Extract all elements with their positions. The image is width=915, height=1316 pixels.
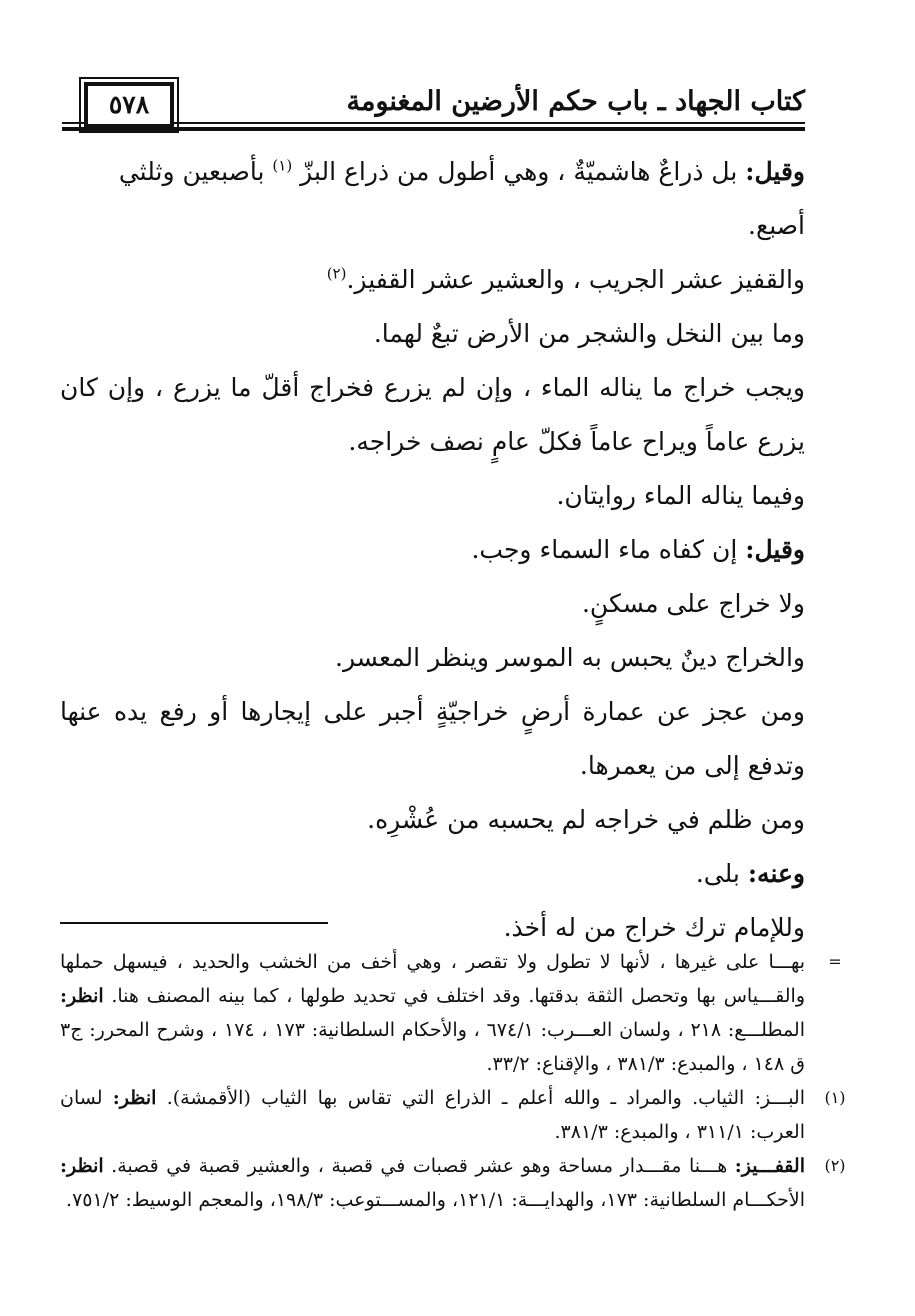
footnote-text (60, 1081, 805, 1149)
footnote-ref: الأحكـــام السلطانية: ١٧٣، والهدايـــة: ١٢١/١، والمســـتوعب: ١٩٨/٣، والمعجم الوسيط: ٧٥١/٢. (66, 1189, 805, 1211)
footnote-body: الثياب. والمراد ـ والله أعلم ـ الذراع التي تقاس بها الثياب (الأقمشة). (156, 1087, 755, 1109)
paragraph-text: بل ذراعٌ هاشميّةٌ ، وهي أطول من ذراع البزّ (300, 157, 746, 186)
paragraph-lead: وقيل: (745, 535, 805, 564)
main-text (60, 145, 805, 955)
footnote-lead: القفـــيز: (734, 1155, 805, 1177)
paragraph-text: ولا خراج على مسكنٍ. (581, 589, 805, 618)
paragraph (60, 577, 805, 631)
footnote-ref: لسان العرب: ٣١١/١ ، والمبدع: ٣٨١/٣. (60, 1087, 805, 1143)
footnote-body: هـــنا مقـــدار مساحة وهو عشر قصبات في قصبة ، والعشير قصبة في قصبة. (103, 1155, 735, 1177)
footnote-ref-lead: انظر: (60, 1155, 104, 1177)
paragraph-text: والخراج دينٌ يحبس به الموسر وينظر المعسر. (335, 643, 805, 672)
header-title: كتاب الجهاد ـ باب حكم الأرضين المغنومة (335, 84, 806, 120)
paragraph (60, 307, 805, 361)
footnote-lead: البـــز: (754, 1087, 805, 1109)
paragraph (60, 469, 805, 523)
footnote-mark: = (828, 952, 842, 971)
paragraph-text: وفيما يناله الماء روايتان. (556, 481, 805, 510)
paragraph-text: وللإمام ترك خراج من له أخذ. (503, 913, 805, 942)
footnote-mark: (١) (824, 1088, 846, 1107)
footnote-ref: (١) (272, 156, 293, 175)
paragraph (60, 523, 805, 577)
paragraph-text: إن كفاه ماء السماء وجب. (471, 535, 746, 564)
paragraph-text: بلى. (695, 859, 748, 888)
running-header (62, 78, 805, 130)
footnote-mark: (٢) (824, 1156, 846, 1175)
paragraph-text: ويجب خراج ما يناله الماء ، وإن لم يزرع فخراج أقلّ ما يزرع ، وإن كان يزرع عاماً ويراح عاماً فكلّ عامٍ نصف خراجه. (60, 373, 805, 456)
paragraph (60, 685, 805, 793)
footnote-ref: المطلـــع: ٢١٨ ، ولسان العـــرب: ٦٧٤/١ ، والأحكام السلطانية: ١٧٣ ، ١٧٤ ، وشرح المحرر: ج٣ ق ١٤٨ ، والمبدع: ٣٨١/٣ ، والإقناع: ٣٣/٢. (60, 1019, 806, 1075)
footnote-text (60, 945, 805, 1081)
footnotes (60, 945, 846, 1217)
footnote-separator (60, 922, 328, 924)
footnote-body: بهـــا على غيرها ، لأنها لا تطول ولا تقصر ، وهي أخف من الخشب والحديد ، فيسهل حملها والقـــياس بها وتحصل الثقة بدقتها. وقد اختلف في تحديد طولها ، كما بينه المصنف هنا. (60, 951, 805, 1007)
paragraph (60, 847, 805, 901)
paragraph-text: بأصبعين وثلثي أصبع. (118, 157, 805, 240)
paragraph-text: ومن ظلم في خراجه لم يحسبه من عُشْرِه. (367, 805, 805, 834)
footnote (60, 1081, 846, 1149)
paragraph (60, 631, 805, 685)
footnote-ref-lead: انظر: (60, 985, 104, 1007)
footnote-text (60, 1149, 805, 1217)
paragraph-text: وما بين النخل والشجر من الأرض تبعٌ لهما. (373, 319, 805, 348)
paragraph-text: والقفيز عشر الجريب ، والعشير عشر القفيز. (346, 265, 805, 294)
paragraph-lead: وعنه: (747, 859, 805, 888)
footnote-ref-lead: انظر: (112, 1087, 157, 1109)
paragraph (60, 253, 805, 307)
footnote (60, 945, 842, 1081)
paragraph (60, 793, 805, 847)
footnote (60, 1149, 846, 1217)
paragraph (60, 361, 805, 469)
footnote-ref: (٢) (326, 264, 347, 283)
paragraph-text: ومن عجز عن عمارة أرضٍ خراجيّةٍ أجبر على إيجارها أو رفع يده عنها وتدفع إلى من يعمرها. (60, 697, 805, 780)
paragraph-lead: وقيل: (745, 157, 805, 186)
paragraph (60, 145, 805, 253)
page-number: ٥٧٨ (84, 82, 174, 128)
